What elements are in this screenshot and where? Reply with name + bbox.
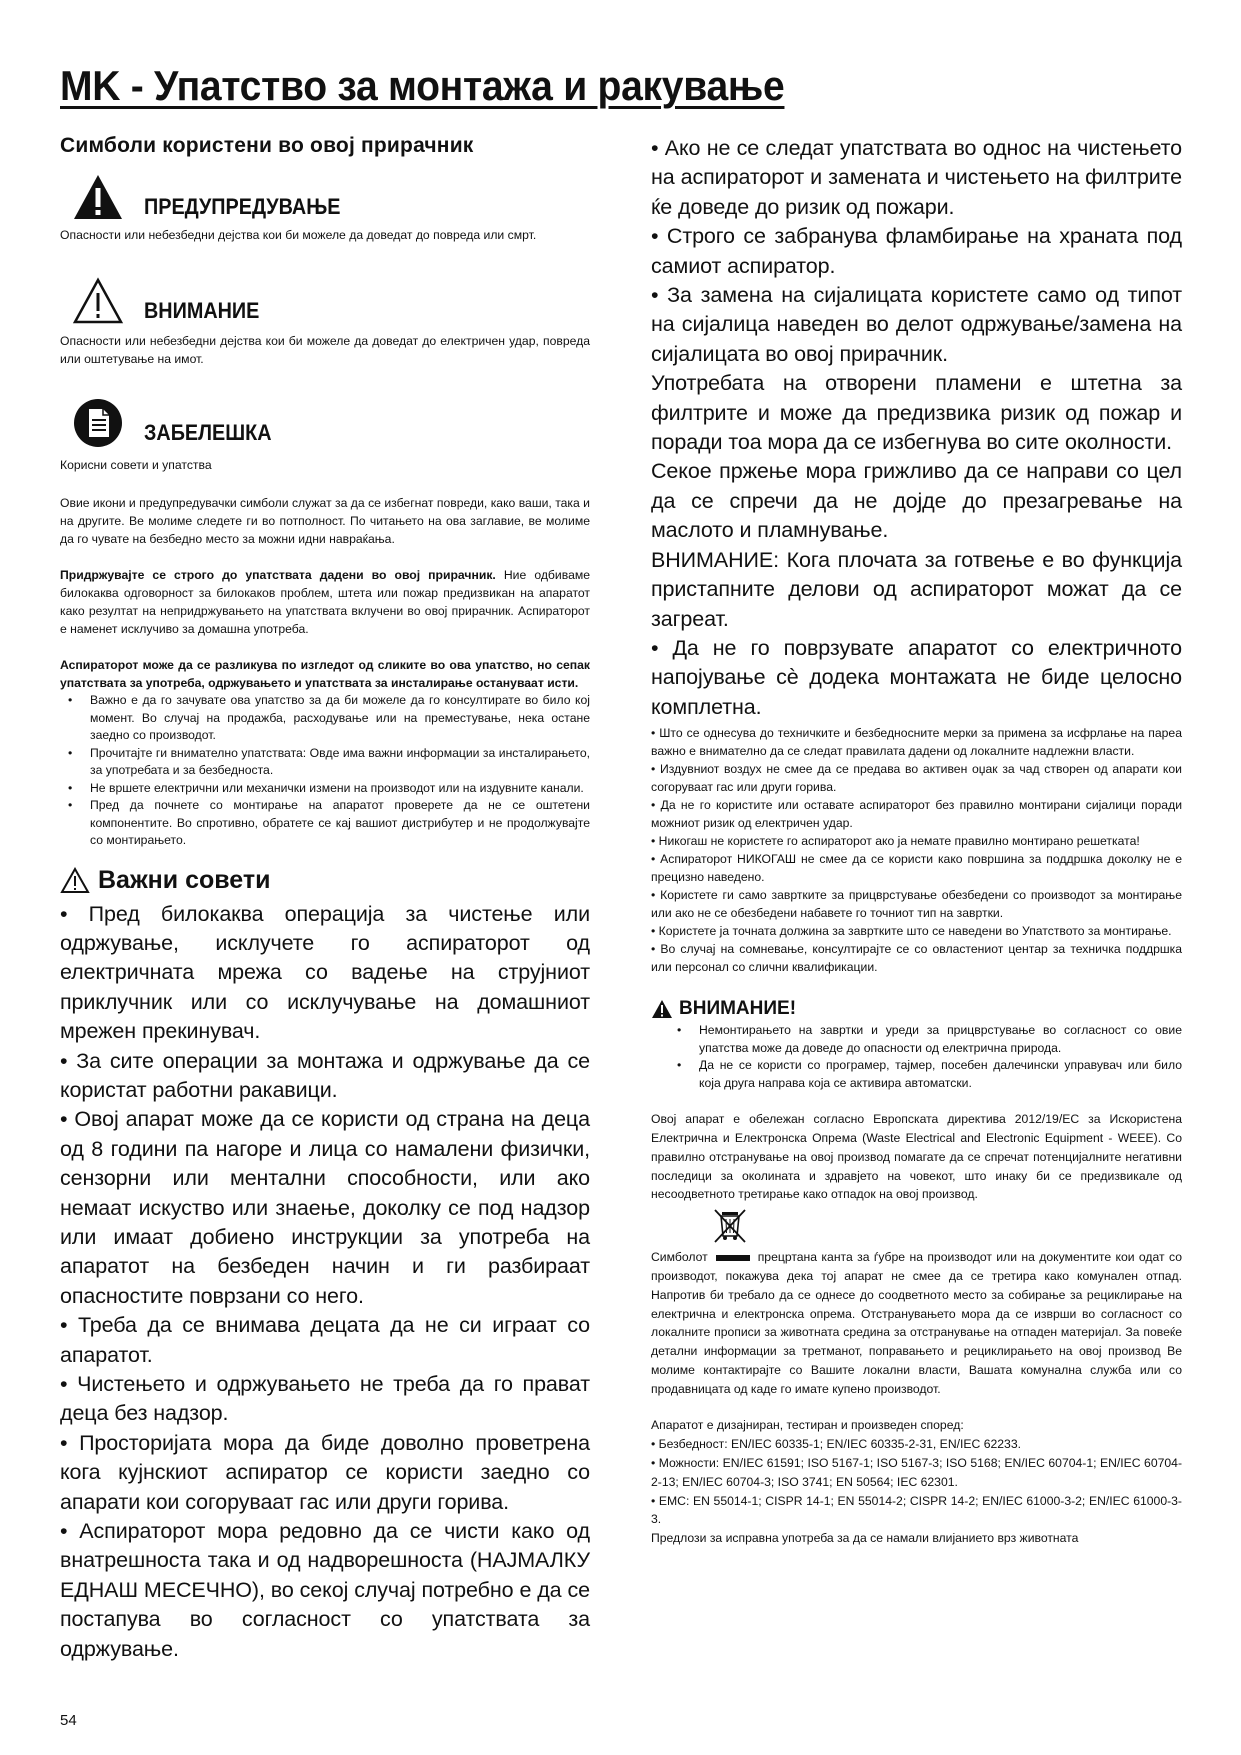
left-column: [60, 134, 590, 1664]
general-bullet-list: [60, 692, 590, 850]
caution-label: ВНИМАНИЕ: [144, 298, 260, 323]
advice-paragraph: • Аспираторот мора редовно да се чисти како од внатрешноста така и од надворешноста (НАЈМАЛКУ ЕДНАШ МЕСЕЧНО), во секој случај потребно е да се постапува во согласност со упатствата за одржување.: [60, 1519, 590, 1661]
warning-bullet-list: [669, 1022, 1182, 1092]
advice-paragraph: • За замена на сијалицата користете само од типот на сијалица наведен во делот одржување/замена на сијалицата во овој прирачник.: [651, 283, 1182, 366]
warning-filled-triangle-icon: [72, 172, 124, 222]
list-item: • Пред да почнете со монтирање на апаратот проверете да не се оштетени компонентите. Во спротивно, обратете се кај вашиот дистрибутер и не продолжувајте со монтирањето.: [60, 797, 590, 850]
advice-paragraph: • Строго се забранува фламбирање на храната под самиот аспиратор.: [651, 224, 1182, 278]
note-paragraph: • Издувниот воздух не смее да се предава во активен оџак за чад створен од апарати кои согоруваат гас или други горива.: [651, 762, 1182, 795]
appearance-bold: Аспираторот може да се разликува по изгледот од сликите во ова упатство, но сепак упатствата за употреба, одржувањето и упатствата за инсталирање остануваат исти.: [60, 658, 590, 690]
note-paragraph: • Аспираторот НИКОГАШ не смее да се користи како површина за поддршка доколку не е прецизно наведено.: [651, 852, 1182, 885]
note-paragraph: • Користете ги само завртките за прицврстување обезбедени со производот за монтирање или ако не се обезбедени набавете го точниот тип на завртки.: [651, 888, 1182, 921]
compliance-rest: Ние одбиваме билокаква одговорност за билокаков проблем, штета или пожар предизвикан на апаратот како резултат на непридржувањето на упатствата вклучени во овој прирачник. Аспираторот е наменет исклучиво за домашна употреба.: [60, 568, 590, 636]
standards-line: • Можности: EN/IEC 61591; ISO 5167-1; ISO 5167-3; ISO 5168; EN/IEC 60704-1; EN/IEC 60704-2-13; EN/IEC 60704-3; ISO 3741; EN 50564; IEC 62301.: [651, 1456, 1182, 1489]
advice-paragraph: • Просторијата мора да биде доволно проветрена кога кујнскиот аспиратор се користи заедно со апарати кои согоруваат гас или други горива.: [60, 1430, 590, 1514]
warning-header: [651, 996, 1182, 1022]
advice-paragraph: Употребата на отворени пламени е штетна за филтрите и може да предизвика ризик од пожар и поради тоа мора да се избегнува во сите околности.: [651, 371, 1182, 455]
note-document-icon: [72, 398, 124, 448]
note-text: Корисни совети и упатства: [60, 458, 212, 472]
warning-label: ПРЕДУПРЕДУВАЊЕ: [144, 194, 341, 219]
standards-line: • EMC: EN 55014-1; CISPR 14-1; EN 55014-2; CISPR 14-2; EN/IEC 61000-3-2; EN/IEC 61000-3-3.: [651, 1493, 1182, 1527]
symbols-subtitle: Симболи користени во овој прирачник: [60, 134, 474, 157]
warning-small-icon: [651, 999, 673, 1019]
note-symbol-block: [60, 398, 590, 474]
note-label: ЗАБЕЛЕШКА: [144, 420, 272, 445]
important-label: Важни совети: [98, 866, 271, 894]
crossed-bin-icon: [711, 1206, 749, 1244]
compliance-paragraph: [60, 566, 590, 638]
list-item: • Прочитајте ги внимателно упатствата: Овде има важни информации за инсталирањето, за употребата и за безбедноста.: [60, 745, 590, 780]
advice-paragraph: • За сите операции за монтажа и одржување да се користат работни ракавици.: [60, 1048, 590, 1102]
list-item: • Да не се користи со програмер, тајмер, посебен далечински управувач или било која друга направа која се активира автоматски.: [669, 1057, 1182, 1092]
advice-paragraph: ВНИМАНИЕ: Кога плочата за готвење е во функција пристапните делови од аспираторот можат да се загреат.: [651, 547, 1182, 631]
right-advice-body: [651, 134, 1182, 722]
list-item: • Немонтирањето на завртки и уреди за прицврстување во согласност со овие упатства може да доведе до опасности од електрична природа.: [669, 1022, 1182, 1057]
standards-block: [651, 1416, 1182, 1548]
symbol-description: прецртана канта за ѓубре на производот или на документите кои одат со производот, покажува дека тој апарат не смее да се третира како комунален отпад. Напротив би требало да се однесе до соодветното место за собирање за рециклирање на електрична и електронска опрема. Отстранувањето мора да се изврши во согласност со локалните прописи за животната средина за отстранување на отпаден материјал. За повеќе детални информации за третманот, поправањето и рециклирањето на овој производ Ве молиме контактирајте со Вашите локални власти, Вашата комунална служба или со продавницата од каде го имате купено производот.: [651, 1250, 1182, 1396]
list-item: • Важно е да го зачувате ова упатство за да би можеле да го консултирате во било кој момент. Во случај на продажба, расходување или на преместување, нека остане заедно со производот.: [60, 692, 590, 745]
standards-line: • Безбедност: EN/IEC 60335-1; EN/IEC 60335-2-31, EN/IEC 62233.: [651, 1437, 1021, 1452]
warning-symbol-block: [60, 172, 590, 244]
advice-paragraph: • Треба да се внимава децата да не си играат со апаратот.: [60, 1313, 590, 1367]
icons-paragraph: Овие икони и предупредувачки симболи служат за да се избегнат повреди, како ваши, така и на другите. Ве молиме следете ги во потполност. По читањето на ова заглавие, ве молиме да го чувате на безбедно место за можни идни навраќања.: [60, 496, 590, 546]
standards-line: Предлози за исправна употреба за да се намали влијанието врз животната: [651, 1531, 1079, 1546]
black-bar-icon: [716, 1255, 750, 1261]
note-paragraph: • Да не го користите или оставате аспираторот без правилно монтирани сијалици поради можниот ризик од електричен удар.: [651, 798, 1182, 831]
appearance-paragraph: [60, 656, 590, 692]
page-title: MK - Упатство за монтажа и ракување: [60, 62, 785, 109]
advice-paragraph: • Чистењето и одржувањето не треба да го прават деца без надзор.: [60, 1372, 590, 1426]
symbol-paragraph: [651, 1248, 1182, 1398]
warning-text: Опасности или небезбедни дејства кои би можеле да доведат до повреда или смрт.: [60, 228, 537, 242]
right-column: [651, 134, 1182, 1548]
note-paragraph: • Во случај на сомневање, консултирајте се со овластениот центар за техничка поддршка или персонал со слични квалификации.: [651, 942, 1182, 975]
advice-paragraph: Секое пржење мора грижливо да се направи со цел да се спречи да не дојде до презагревање на маслото и пламнување.: [651, 459, 1182, 543]
right-small-notes: [651, 724, 1182, 976]
standards-line: Апаратот е дизајниран, тестиран и произведен според:: [651, 1418, 964, 1433]
caution-symbol-block: [60, 276, 590, 368]
compliance-bold: Придржувајте се строго до упатствата дадени во овој прирачник.: [60, 568, 496, 582]
warning-label: ВНИМАНИЕ!: [679, 998, 797, 1020]
advice-paragraph: • Ако не се следат упатствата во однос на чистењето на аспираторот и замената и чистењето на филтрите ќе доведе до ризик од пожари.: [651, 136, 1182, 219]
important-advice-body: [60, 900, 590, 1665]
important-advice-header: [60, 864, 590, 898]
list-item: • Не вршете електрични или механички измени на производот или на издувните канали.: [60, 780, 590, 798]
advice-paragraph: • Да не го поврзувате апаратот со електричното напојување сѐ додека монтажата не биде целосно комплетна.: [651, 635, 1182, 719]
symbol-word: Симболот: [651, 1250, 708, 1265]
note-paragraph: • Користете ја точната должина за завртките што се наведени во Упатството за монтирање.: [651, 924, 1172, 939]
note-paragraph: • Што се однесува до техничките и безбедносните мерки за примена за исфрлање на пареа важно е внимателно да се следат правилата дадени од локалните надлежни власти.: [651, 726, 1182, 759]
caution-outline-triangle-icon: [72, 276, 124, 326]
note-paragraph: • Никогаш не користете го аспираторот ако ја немате правилно монтирано решетката!: [651, 834, 1140, 849]
caution-text: Опасности или небезбедни дејства кои би можеле да доведат до електричен удар, повреда или оштетување на имот.: [60, 334, 590, 366]
advice-paragraph: • Овој апарат може да се користи од страна на деца од 8 години па нагоре и лица со намалени физички, сензорни или ментални способности, или ако немаат искуство или знаење, доколку се под надзор или имаат добиено инструкции за употреба на апаратот на безбеден начин и ги разбираат опасностите поврзани со него.: [60, 1107, 590, 1308]
page-number: 54: [60, 1712, 77, 1729]
advice-paragraph: • Пред билокаква операција за чистење или одржување, исклучете го аспираторот од електричната мрежа со вадење на струјниот приклучник или со исклучување на домашниот мрежен прекинувач.: [60, 901, 590, 1044]
weee-paragraph: Овој апарат е обележан согласно Европската директива 2012/19/ЕС за Искористена Електрична и Електронска Опрема (Waste Electrical and Electronic Equipment - WEEE). Со правилно отстранување на овој производ помагате да се спречат потенцијалните негативни последици за околината и здравјето на човекот, што инаку би се предизвикале од несоодветното третирање како отпадок на овој производ.: [651, 1112, 1182, 1202]
caution-small-icon: [60, 867, 90, 894]
